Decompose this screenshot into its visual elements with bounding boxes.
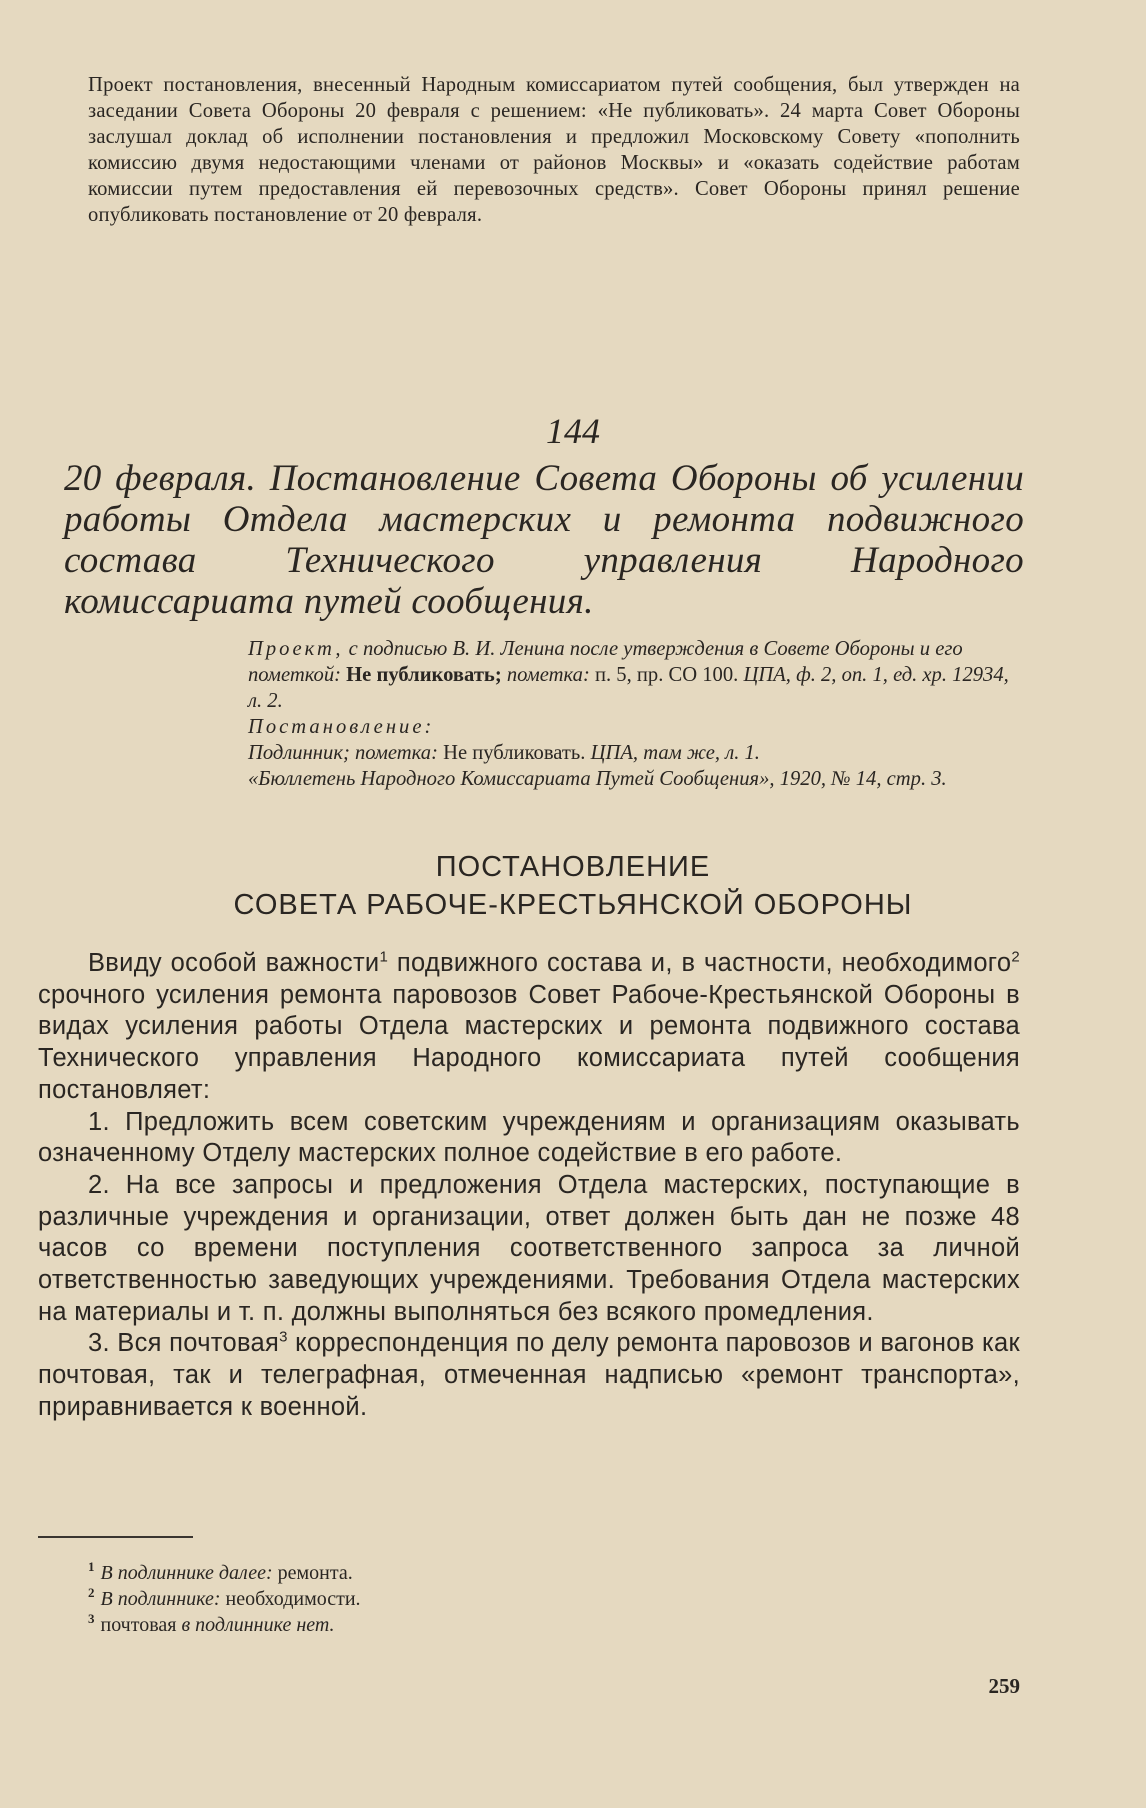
document-title: 20 февраля. Постановление Совета Обороны об усилении работы Отдела мастерских и ремонта подвижного состава Технического управления Народного комиссариата путей сообщения. bbox=[64, 458, 1024, 622]
source-original-label: Подлинник; пометка: bbox=[248, 742, 438, 764]
footnote-3-number: 3 bbox=[88, 1611, 95, 1627]
source-notes bbox=[198, 636, 1026, 792]
clause-1: 1. Предложить всем советским учреждениям и организациям оказывать означенному Отделу мастерских полное содействие в его работе. bbox=[38, 1107, 1020, 1168]
preamble-part-c: срочного усиления ремонта паровозов Совет Рабоче-Крестьянской Обороны в видах усиления работы Отдела мастерских и ремонта подвижного состава Технического управления Народного комиссариата путей сообщения постановляет: bbox=[38, 980, 1020, 1104]
resolution-heading-line2: СОВЕТА РАБОЧЕ-КРЕСТЬЯНСКОЙ ОБОРОНЫ bbox=[233, 889, 913, 921]
source-draft bbox=[198, 636, 1026, 714]
source-draft-mark-label: пометка: bbox=[506, 664, 590, 686]
footnote-divider bbox=[38, 1536, 193, 1538]
source-draft-label: Проект, bbox=[248, 638, 344, 660]
source-draft-mark-bold: Не публиковать; bbox=[346, 664, 502, 686]
preamble-part-b: подвижного состава и, в частности, необходимого bbox=[388, 949, 1012, 977]
preamble-paragraph bbox=[38, 948, 1020, 1107]
footnote-2-text: необходимости. bbox=[220, 1588, 361, 1610]
clause-3 bbox=[38, 1328, 1020, 1423]
resolution-heading-line1: ПОСТАНОВЛЕНИЕ bbox=[435, 851, 711, 883]
footnote-2-number: 2 bbox=[88, 1585, 95, 1601]
footnote-2 bbox=[88, 1586, 888, 1612]
source-original bbox=[198, 740, 1026, 766]
source-draft-archive: ЦПА, ф. 2, оп. 1, ед. хр. 12934, л. 2. bbox=[248, 664, 1009, 712]
source-original-mark: Не публиковать. bbox=[443, 742, 586, 764]
footnote-1-text: ремонта. bbox=[272, 1562, 353, 1584]
footnote-1-italic: В подлиннике далее: bbox=[100, 1562, 273, 1584]
footnote-2-italic: В подлиннике: bbox=[100, 1588, 221, 1610]
footnote-ref-3: 3 bbox=[279, 1328, 288, 1346]
resolution-body bbox=[38, 948, 1020, 1424]
footnote-1-number: 1 bbox=[88, 1559, 95, 1575]
footnote-3-italic: в подлиннике нет. bbox=[181, 1614, 335, 1636]
clause-2: 2. На все запросы и предложения Отдела мастерских, поступающие в различные учреждения и организации, ответ должен быть дан не позже 48 часов со времени поступления соответственного запроса за личной ответственностью заведующих учреждениями. Требования Отдела мастерских на материалы и т. п. должны выполняться без всякого промедления. bbox=[38, 1170, 1020, 1326]
intro-text: Проект постановления, внесенный Народным комиссариатом путей сообщения, был утвержден на заседании Совета Обороны 20 февраля с решением: «Не публиковать». 24 марта Совет Обороны заслушал доклад об исполнении постановления и предложил Московскому Совету «пополнить комиссию двумя недостающими членами от районов Москвы» и «оказать содействие работам комиссии путем предоставления ей перевозочных средств». Совет Обороны принял решение опубликовать постановление от 20 февраля. bbox=[88, 74, 1020, 226]
source-draft-text: с подписью В. И. Ленина после утверждения в Совете Обороны и его пометкой: bbox=[248, 638, 963, 686]
footnote-3-text: почтовая bbox=[100, 1614, 182, 1636]
document-number: 144 bbox=[546, 411, 600, 451]
footnotes bbox=[88, 1560, 888, 1638]
resolution-heading bbox=[0, 848, 1146, 924]
source-original-archive: ЦПА, там же, л. 1. bbox=[590, 742, 760, 764]
source-bulletin: «Бюллетень Народного Комиссариата Путей Сообщения», 1920, № 14, стр. 3. bbox=[248, 768, 947, 790]
footnote-ref-2: 2 bbox=[1011, 948, 1020, 966]
clause-3-part-b: корреспонденция по делу ремонта паровозов и вагонов как почтовая, так и телеграфная, отмеченная надписью «ремонт транспорта», приравнивается к военной. bbox=[38, 1329, 1020, 1421]
preamble-part-a: Ввиду особой важности bbox=[88, 949, 380, 977]
source-draft-mark: п. 5, пр. СО 100. bbox=[594, 664, 739, 686]
page-number: 259 bbox=[988, 1674, 1020, 1698]
footnote-ref-1: 1 bbox=[379, 948, 389, 966]
source-resolution-label: Постановление: bbox=[248, 716, 435, 738]
footnote-3 bbox=[88, 1612, 888, 1638]
clause-3-part-a: 3. Вся почтовая bbox=[88, 1329, 280, 1358]
intro-paragraph bbox=[88, 72, 1020, 228]
footnote-1 bbox=[88, 1560, 888, 1586]
